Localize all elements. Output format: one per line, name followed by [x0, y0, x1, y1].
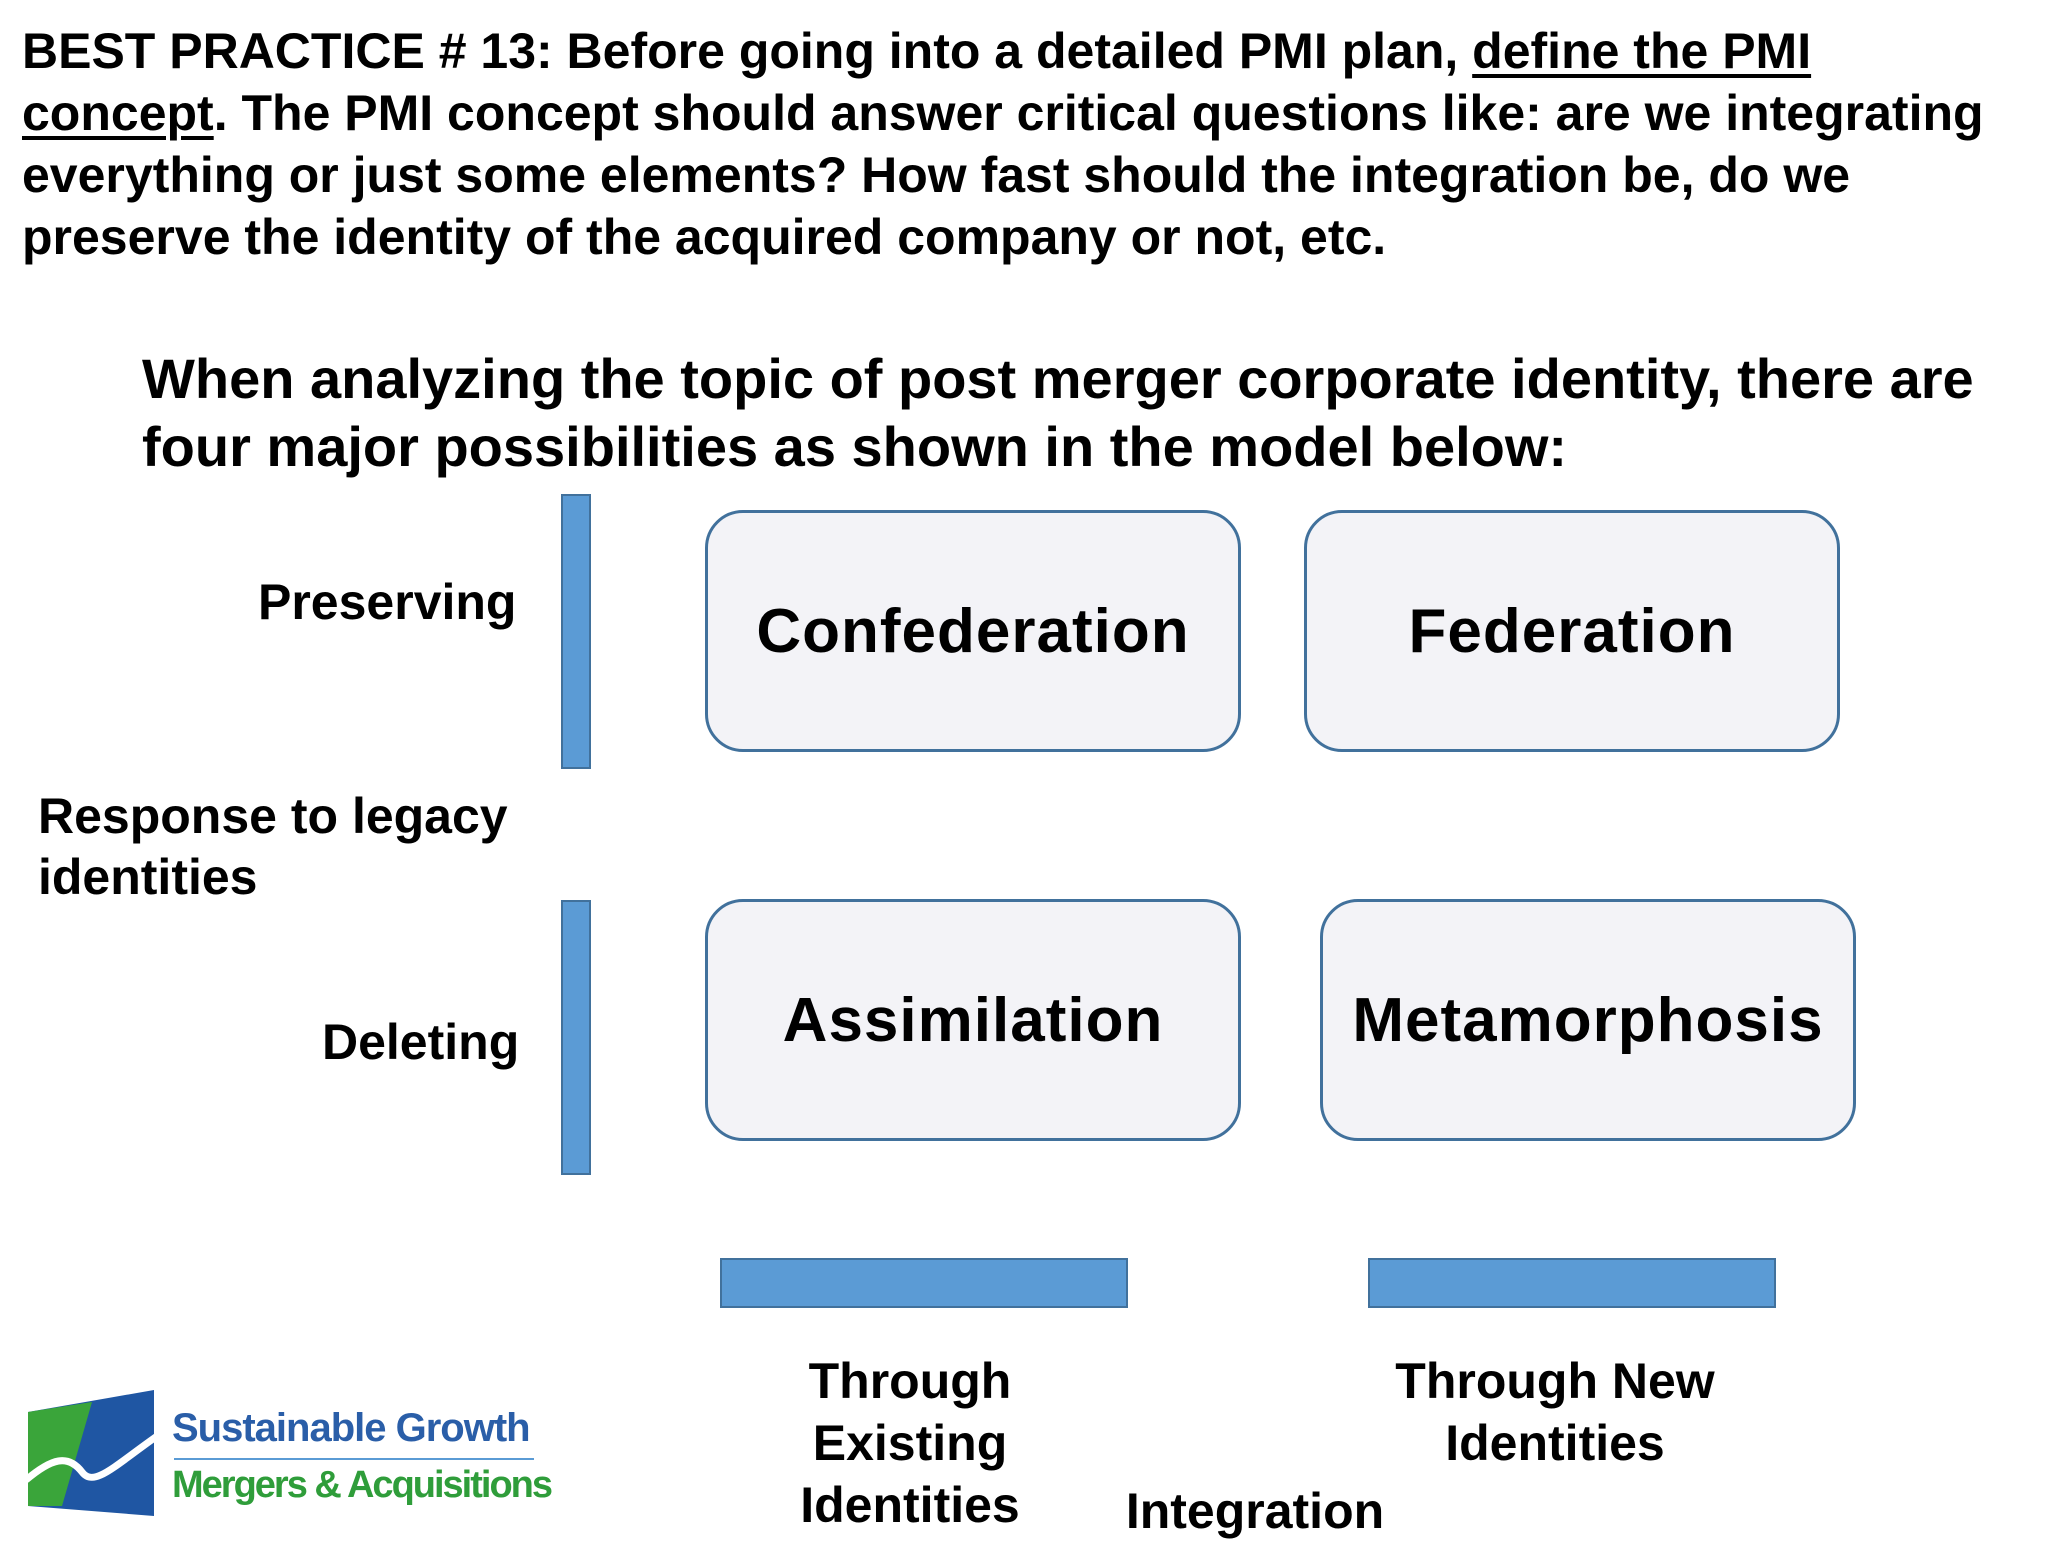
logo-text-line2: Mergers & Acquisitions [172, 1464, 552, 1506]
quadrant-metamorphosis: Metamorphosis [1320, 899, 1856, 1141]
x-left-label [740, 1350, 1080, 1536]
x-left-label-line3: Identities [800, 1477, 1020, 1533]
heading-emphasis: define the PMI concept [22, 23, 1812, 141]
heading-prefix: BEST PRACTICE # 13: Before going into a detailed PMI plan, [22, 23, 1473, 79]
x-right-label-line1: Through New [1395, 1353, 1715, 1409]
x-right-bar [1368, 1258, 1776, 1308]
x-axis-title: Integration [1125, 1483, 1385, 1539]
y-bottom-bar [561, 900, 591, 1175]
quadrant-assimilation: Assimilation [705, 899, 1241, 1141]
y-top-label: Preserving [258, 574, 517, 630]
logo-text-line1: Sustainable Growth [172, 1406, 530, 1450]
best-practice-heading [22, 20, 2012, 268]
y-bottom-label: Deleting [322, 1014, 520, 1070]
y-axis-title [38, 786, 508, 908]
x-left-label-line2: Existing [812, 1415, 1008, 1471]
y-axis-title-line2: identities [38, 849, 258, 905]
company-logo [22, 1388, 552, 1518]
x-left-label-line1: Through [808, 1353, 1012, 1409]
quadrant-confederation: Confederation [705, 510, 1241, 752]
y-top-bar [561, 494, 591, 769]
x-left-bar [720, 1258, 1128, 1308]
logo-mark-icon [22, 1388, 162, 1518]
intro-text: When analyzing the topic of post merger corporate identity, there are four major possibilities as shown in the model below: [142, 347, 1974, 478]
logo-divider [174, 1458, 534, 1460]
x-right-label-line2: Identities [1445, 1415, 1665, 1471]
quadrant-federation: Federation [1304, 510, 1840, 752]
x-right-label [1350, 1350, 1760, 1474]
y-axis-title-line1: Response to legacy [38, 788, 508, 844]
heading-suffix: . The PMI concept should answer critical questions like: are we integrating everything or just some elements? How fast should the integration be, do we preserve the identity of the acquired company or not, etc. [22, 85, 1984, 265]
